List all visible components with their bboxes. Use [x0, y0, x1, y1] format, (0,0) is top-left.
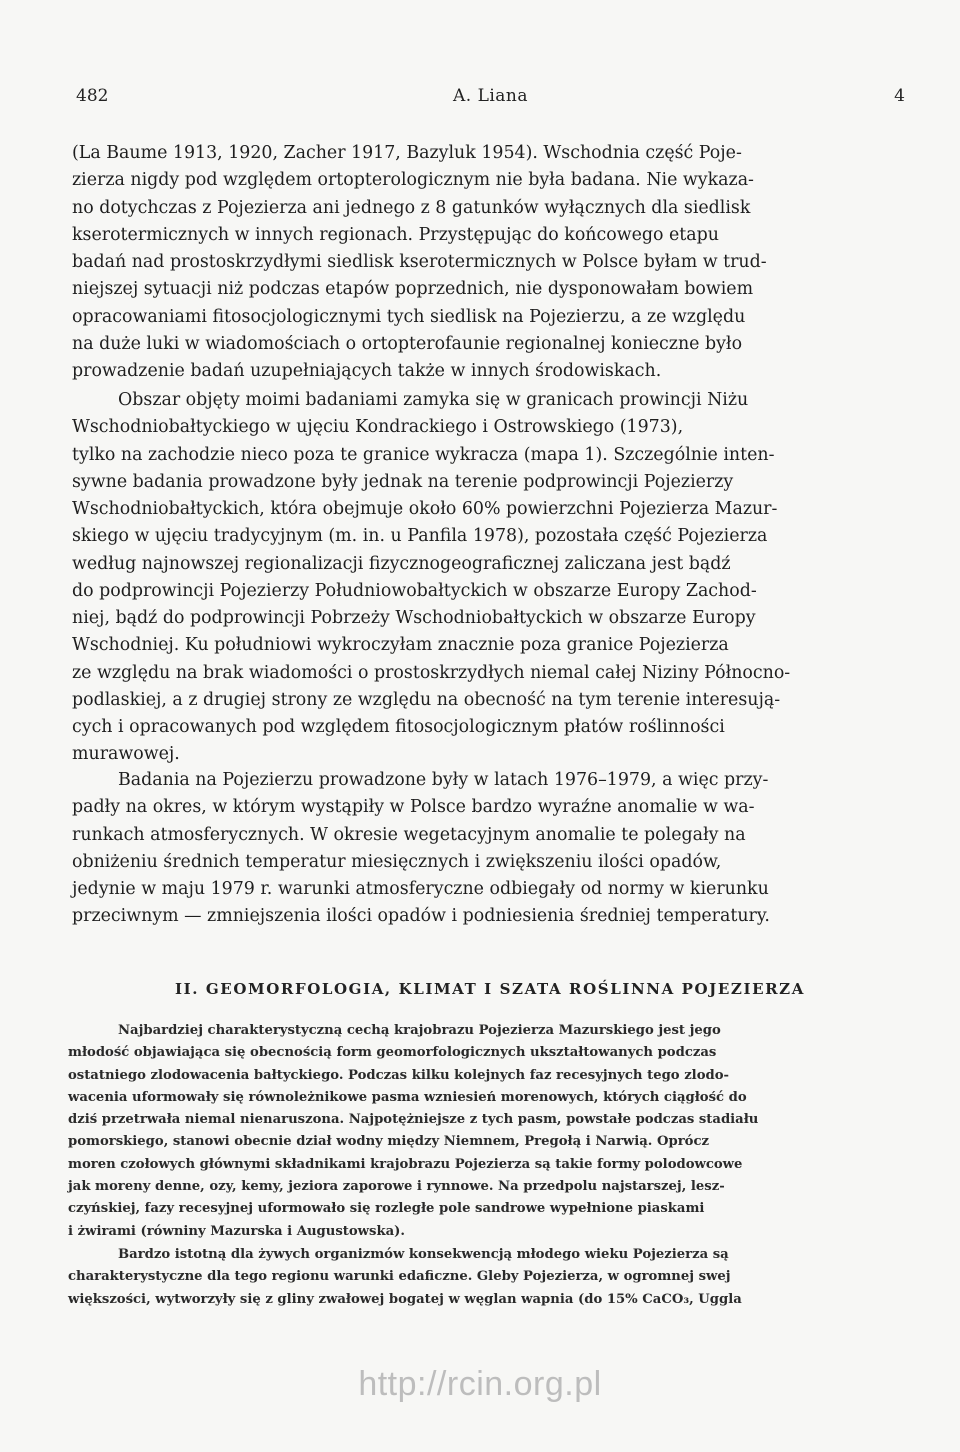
text-line: charakterystyczne dla tego regionu warunki edaficzne. Gleby Pojezierza, w ogromnej swej	[68, 1269, 731, 1285]
text-line: pomorskiego, stanowi obecnie dział wodny między Niemnem, Pregołą i Narwią. Oprócz	[68, 1134, 709, 1150]
text-line: i żwirami (równiny Mazurska i Augustowska).	[68, 1223, 405, 1239]
text-line: padły na okres, w którym wystąpiły w Polsce bardzo wyraźne anomalie w wa-	[72, 797, 755, 818]
text-line: Wschodniobałtyckich, która obejmuje około 60% powierzchni Pojezierza Mazur-	[72, 499, 778, 519]
text-line: (La Baume 1913, 1920, Zacher 1917, Bazyluk 1954). Wschodnia część Poje-	[72, 143, 742, 163]
text-line: sywne badania prowadzone były jednak na terenie podprowincji Pojezierzy	[72, 471, 734, 492]
text-line: na duże luki w wiadomościach o ortopterofaunie regionalnej konieczne było	[72, 333, 743, 354]
text-line: badań nad prostoskrzydłymi siedlisk kserotermicznych w Polsce byłam w trud-	[72, 252, 767, 272]
text-line: podlaskiej, a z drugiej strony ze względu na obecność na tym terenie interesują-	[72, 689, 781, 710]
text-line: Bardzo istotną dla żywych organizmów konsekwencją młodego wieku Pojezierza są	[118, 1247, 729, 1262]
chapter-mark: 4	[894, 86, 905, 106]
intro-paragraph	[72, 140, 908, 385]
section-heading: II. GEOMORFOLOGIA, KLIMAT I SZATA ROŚLINNA POJEZIERZA	[175, 980, 805, 998]
text-line: wacenia uformowały się równoleżnikowe pasma wzniesień morenowych, których ciągłość do	[68, 1089, 747, 1105]
text-line: ostatniego zlodowacenia bałtyckiego. Podczas kilku kolejnych faz recesyjnych tego zlodo-	[68, 1067, 729, 1083]
text-line: według najnowszej regionalizacji fizycznogeograficznej zaliczana jest bądź	[72, 553, 731, 574]
area-paragraph	[72, 387, 908, 769]
text-line: ze względu na brak wiadomości o prostoskrzydłych niemal całej Niziny Północno-	[72, 662, 791, 683]
running-header	[76, 83, 905, 109]
text-line: niej, bądź do podprowincji Pobrzeży Wschodniobałtyckich w obszarze Europy	[72, 608, 756, 628]
text-line: do podprowincji Pojezierzy Południowobałtyckich w obszarze Europy Zachod-	[72, 580, 757, 601]
text-line: prowadzenie badań uzupełniających także w innych środowiskach.	[72, 361, 662, 381]
research-paragraph	[72, 767, 908, 931]
text-line: jak moreny denne, ozy, kemy, jeziora zaporowe i rynnowe. Na przedpolu najstarszej, lesz-	[68, 1179, 725, 1195]
text-line: skiego w ujęciu tradycyjnym (m. in. u Panfila 1978), pozostała część Pojezierza	[72, 526, 768, 547]
text-line: większości, wytworzyły się z gliny zwałowej bogatej w węglan wapnia (do 15% CaCO₃, Uggla	[68, 1291, 742, 1307]
text-line: Badania na Pojezierzu prowadzone były w latach 1976–1979, a więc przy-	[118, 770, 769, 790]
text-line: dziś przetrwała niemal nienaruszona. Najpotężniejsze z tych pasm, powstałe podczas stadiału	[68, 1112, 759, 1128]
soil-paragraph	[68, 1244, 906, 1311]
text-line: tylko na zachodzie nieco poza te granice wykracza (mapa 1). Szczególnie inten-	[72, 444, 775, 465]
geomorphology-paragraph	[68, 1020, 906, 1243]
source-watermark: http://rcin.org.pl	[358, 1365, 602, 1403]
text-line: cych i opracowanych pod względem fitosocjologicznym płatów roślinności	[72, 717, 725, 737]
text-line: młodość objawiająca się obecnością form geomorfologicznych ukształtowanych podczas	[68, 1045, 717, 1061]
text-line: no dotychczas z Pojezierza ani jednego z 8 gatunków wyłącznych dla siedlisk	[72, 197, 751, 218]
text-line: moren czołowych głównymi składnikami krajobrazu Pojezierza są takie formy polodowcowe	[68, 1156, 743, 1172]
text-line: przeciwnym — zmniejszenia ilości opadów i podniesienia średniej temperatury.	[72, 906, 770, 927]
text-line: kserotermicznych w innych regionach. Przystępując do końcowego etapu	[72, 224, 719, 245]
page-number: 482	[76, 86, 109, 106]
text-line: runkach atmosferycznych. W okresie wegetacyjnym anomalie te polegały na	[72, 824, 746, 845]
text-line: obniżeniu średnich temperatur miesięcznych i zwiększeniu ilości opadów,	[72, 851, 722, 872]
text-line: Wschodniej. Ku południowi wykroczyłam znacznie poza granice Pojezierza	[72, 635, 729, 656]
text-line: jedynie w maju 1979 r. warunki atmosferyczne odbiegały od normy w kierunku	[72, 879, 769, 899]
text-line: czyńskiej, fazy recesyjnej uformowało się rozległe pole sandrowe wypełnione piaskami	[68, 1201, 705, 1217]
text-line: opracowaniami fitosocjologicznymi tych siedlisk na Pojezierzu, a ze względu	[72, 306, 746, 327]
text-line: Najbardziej charakterystyczną cechą krajobrazu Pojezierza Mazurskiego jest jego	[118, 1023, 721, 1038]
text-line: murawowej.	[72, 744, 180, 765]
text-line: Wschodniobałtyckiego w ujęciu Kondrackiego i Ostrowskiego (1973),	[72, 417, 684, 438]
text-line: Obszar objęty moimi badaniami zamyka się w granicach prowincji Niżu	[118, 390, 749, 410]
text-line: zierza nigdy pod względem ortopterologicznym nie była badana. Nie wykaza-	[72, 170, 754, 191]
running-author: A. Liana	[452, 86, 529, 106]
text-line: niejszej sytuacji niż podczas etapów poprzednich, nie dysponowałam bowiem	[72, 279, 754, 300]
